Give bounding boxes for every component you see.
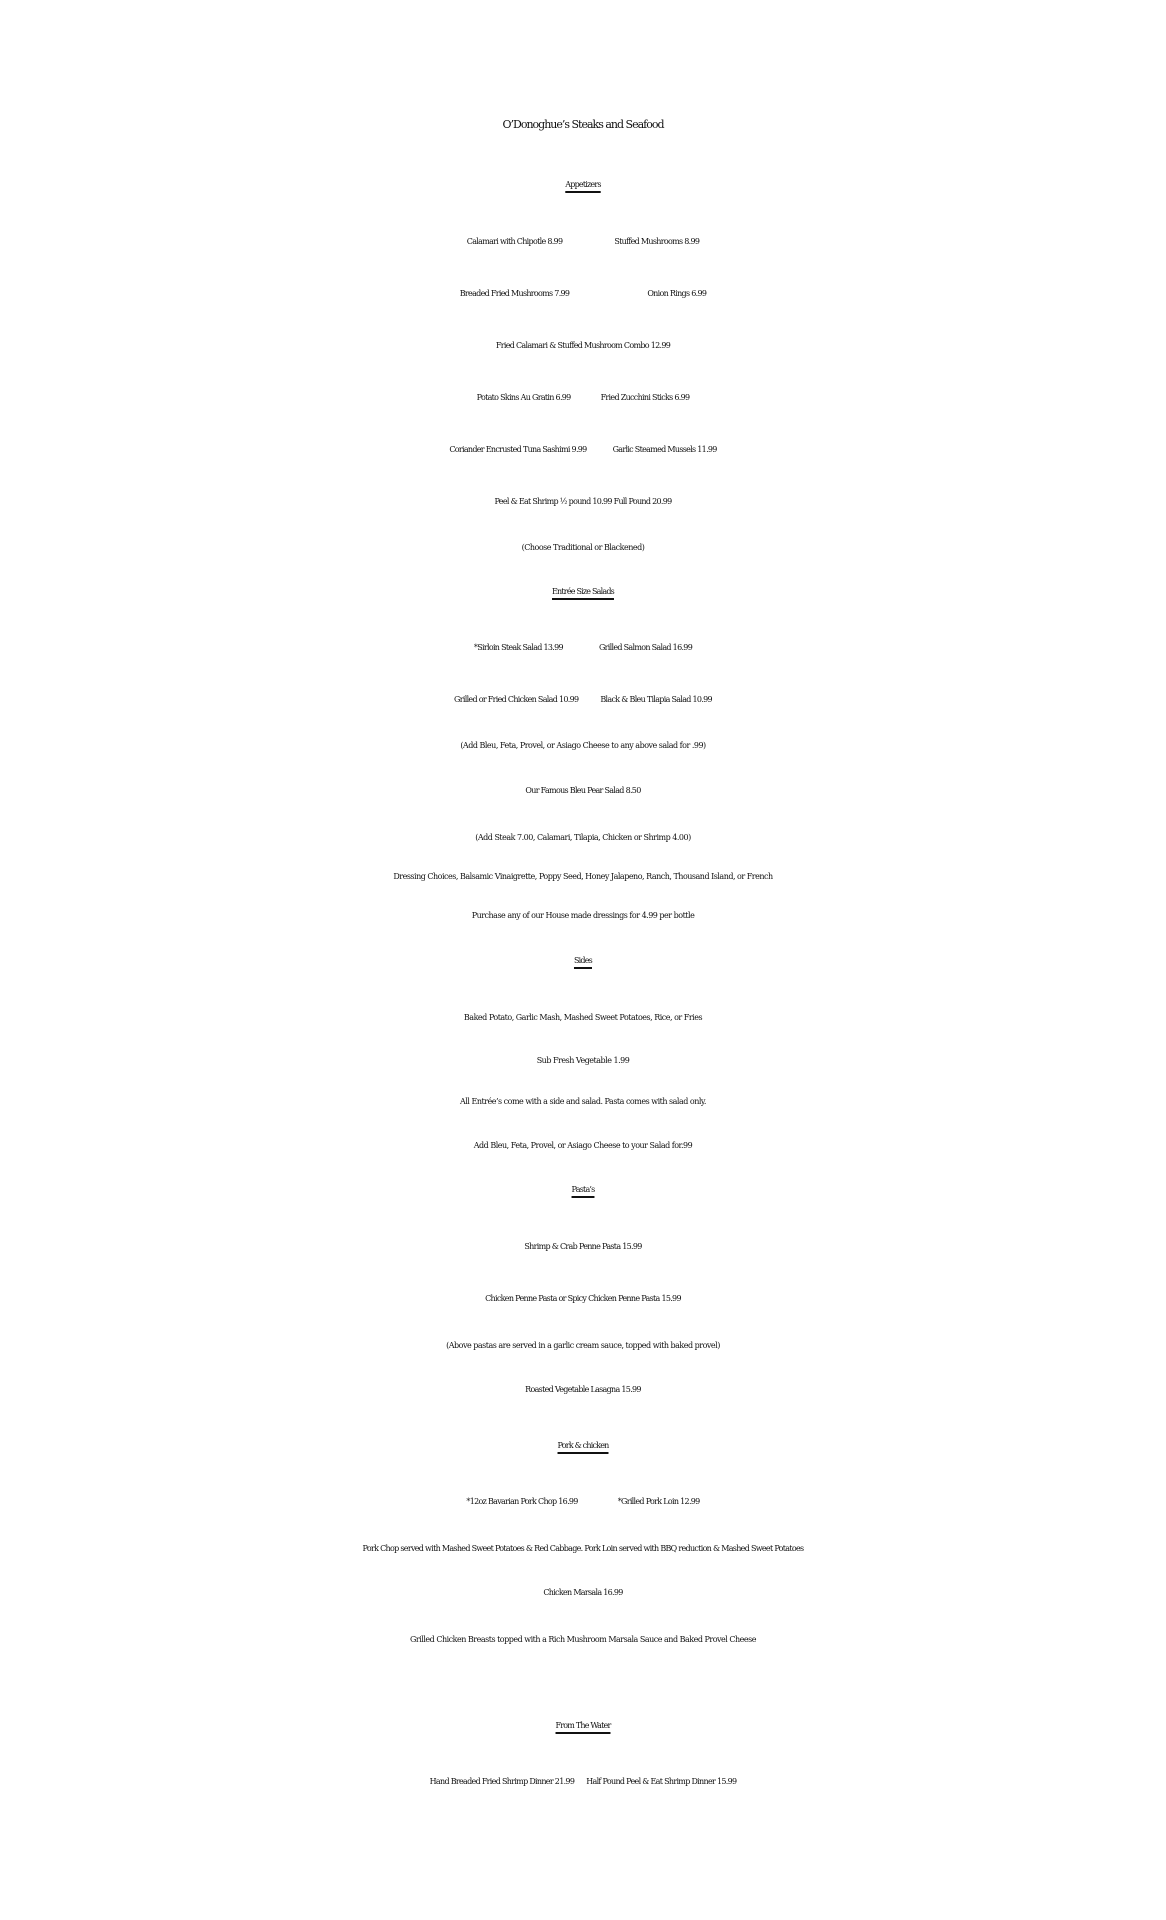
menu-note: (Choose Traditional or Blackened)	[521, 543, 645, 552]
menu-note: (Above pastas are served in a garlic cream sauce, topped with baked provel)	[446, 1341, 720, 1350]
menu-note: (Add Steak 7.00, Calamari, Tilapia, Chicken or Shrimp 4.00)	[475, 833, 691, 842]
sides-list: Baked Potato, Garlic Mash, Mashed Sweet Potatoes, Rice, or Fries	[463, 1013, 703, 1022]
menu-item: Breaded Fried Mushrooms 7.99	[459, 289, 570, 298]
menu-note: All Entrée’s come with a side and salad. Pasta comes with salad only.	[460, 1097, 706, 1106]
menu-note: Grilled Chicken Breasts topped with a Rich Mushroom Marsala Sauce and Baked Provel Cheese	[410, 1635, 756, 1644]
menu-item: Chicken Penne Pasta or Spicy Chicken Penne Pasta 15.99	[485, 1294, 681, 1303]
salads-row-1	[0, 643, 1166, 652]
menu-item: Fried Zucchini Sticks 6.99	[600, 393, 690, 402]
menu-item: Our Famous Bleu Pear Salad 8.50	[525, 786, 641, 795]
menu-item: Coriander Encrusted Tuna Sashimi 9.99	[449, 445, 587, 454]
menu-item: Fried Calamari & Stuffed Mushroom Combo 12.99	[495, 341, 671, 350]
menu-note: Add Bleu, Feta, Provel, or Asiago Cheese to your Salad for.99	[473, 1141, 693, 1150]
water-row-1	[0, 1777, 1166, 1786]
menu-item: Stuffed Mushrooms 8.99	[614, 237, 700, 246]
menu-note: Sub Fresh Vegetable 1.99	[536, 1056, 630, 1065]
pork-row-1	[0, 1497, 1166, 1506]
menu-item: Grilled Salmon Salad 16.99	[598, 643, 693, 652]
sides-heading: Sides	[573, 956, 592, 965]
dressing-choices: Dressing Choices, Balsamic Vinaigrette, Poppy Seed, Honey Jalapeno, Ranch, Thousand Island, or French	[393, 872, 773, 881]
menu-item: Chicken Marsala 16.99	[543, 1588, 623, 1597]
menu-item: Peel & Eat Shrimp ½ pound 10.99 Full Pound 20.99	[494, 497, 672, 506]
menu-title: O’Donoghue’s Steaks and Seafood	[502, 118, 664, 131]
from-the-water-heading: From The Water	[555, 1721, 611, 1730]
appetizers-row-1	[0, 237, 1166, 246]
menu-item: Shrimp & Crab Penne Pasta 15.99	[524, 1242, 642, 1251]
menu-item: Onion Rings 6.99	[647, 289, 707, 298]
appetizers-row-5	[0, 445, 1166, 454]
menu-item: Hand Breaded Fried Shrimp Dinner 21.99	[429, 1777, 575, 1786]
menu-item: Potato Skins Au Gratin 6.99	[476, 393, 571, 402]
salads-row-2	[0, 695, 1166, 704]
menu-note: Pork Chop served with Mashed Sweet Potatoes & Red Cabbage. Pork Loin served with BBQ reduction & Mashed Sweet Potatoes	[362, 1544, 804, 1553]
salads-heading: Entrée Size Salads	[552, 587, 614, 596]
dressing-purchase-note: Purchase any of our House made dressings for 4.99 per bottle	[471, 911, 695, 920]
pastas-heading: Pasta’s	[571, 1185, 595, 1194]
pork-chicken-heading: Pork & chicken	[557, 1441, 609, 1450]
menu-note: (Add Bleu, Feta, Provel, or Asiago Cheese to any above salad for .99)	[460, 741, 706, 750]
menu-item: Black & Bleu Tilapia Salad 10.99	[600, 695, 712, 704]
menu-item: Grilled or Fried Chicken Salad 10.99	[454, 695, 579, 704]
appetizers-heading: Appetizers	[565, 180, 601, 189]
appetizers-row-4	[0, 393, 1166, 402]
menu-item: Calamari with Chipotle 8.99	[466, 237, 563, 246]
menu-item: Roasted Vegetable Lasagna 15.99	[525, 1385, 641, 1394]
appetizers-row-2	[0, 289, 1166, 298]
menu-item: *12oz Bavarian Pork Chop 16.99	[466, 1497, 578, 1506]
menu-item: Half Pound Peel & Eat Shrimp Dinner 15.99	[586, 1777, 737, 1786]
menu-item: Garlic Steamed Mussels 11.99	[612, 445, 717, 454]
menu-item: *Grilled Pork Loin 12.99	[617, 1497, 700, 1506]
menu-item: *Sirloin Steak Salad 13.99	[473, 643, 563, 652]
